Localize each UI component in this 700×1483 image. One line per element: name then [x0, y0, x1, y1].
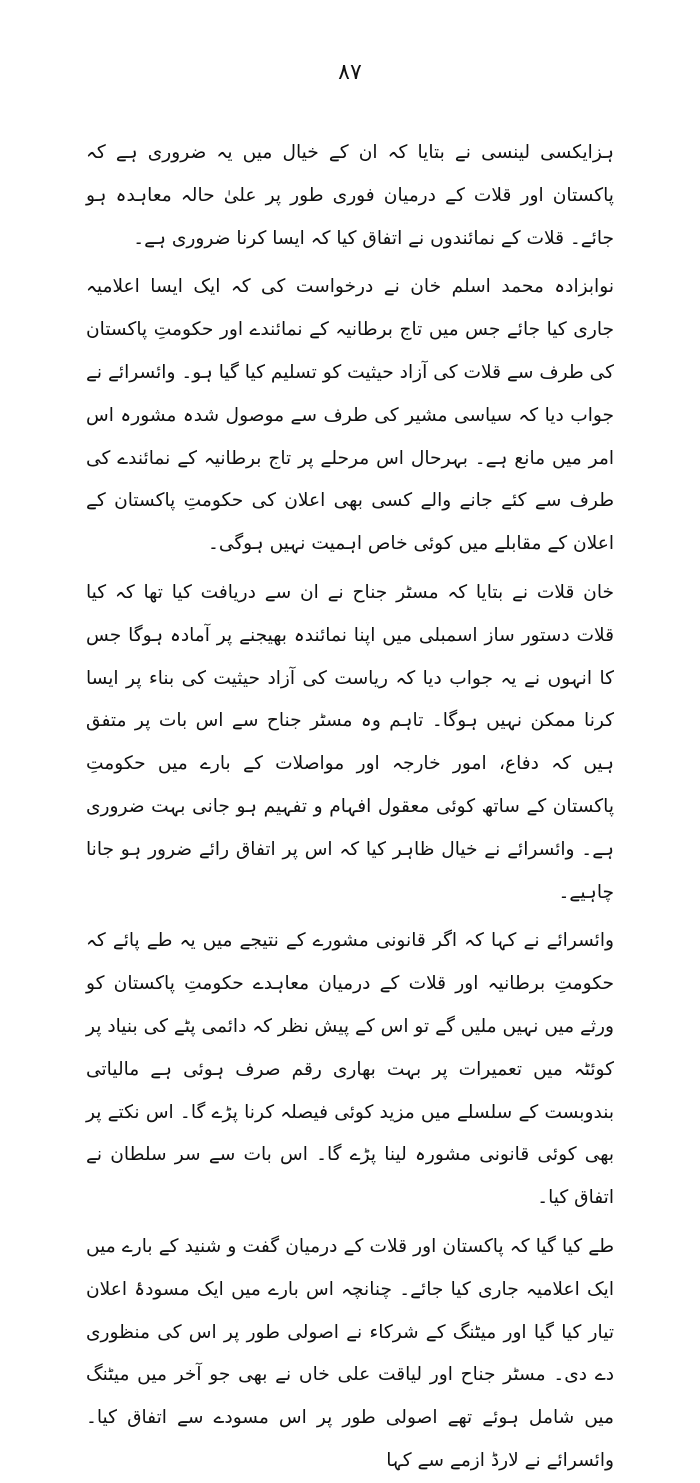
body-text	[86, 132, 614, 1483]
paragraph-5: طے کیا گیا کہ پاکستان اور قلات کے درمیان گفت و شنید کے بارے میں ایک اعلامیہ جاری کیا جائے۔ چنانچہ اس بارے میں ایک مسودۂ اعلان تیار کیا گیا اور میٹنگ کے شرکاء نے اصولی طور پر اس کی منظوری دے دی۔ مسٹر جناح اور لیاقت علی خاں نے بھی جو آخر میں میٹنگ میں شامل ہوئے تھے اصولی طور پر اس مسودے سے اتفاق کیا۔ وائسرائے نے لارڈ ازمے سے کہا	[86, 1235, 614, 1471]
paragraph-2: نوابزادہ محمد اسلم خان نے درخواست کی کہ ایک ایسا اعلامیہ جاری کیا جائے جس میں تاج برطانیہ کے نمائندے اور حکومتِ پاکستان کی طرف سے قلات کی آزاد حیثیت کو تسلیم کیا گیا ہو۔ وائسرائے نے جواب دیا کہ سیاسی مشیر کی طرف سے موصول شدہ مشورہ اس امر میں مانع ہے۔ بہرحال اس مرحلے پر تاج برطانیہ کے نمائندے کی طرف سے کئے جانے والے کسی بھی اعلان کی حکومتِ پاکستان کے اعلان کے مقابلے میں کوئی خاص اہمیت نہیں ہوگی۔	[86, 276, 614, 555]
paragraph-3: خان قلات نے بتایا کہ مسٹر جناح نے ان سے دریافت کیا تھا کہ کیا قلات دستور ساز اسمبلی میں اپنا نمائندہ بھیجنے پر آمادہ ہوگا جس کا انہوں نے یہ جواب دیا کہ ریاست کی آزاد حیثیت کی بناء پر ایسا کرنا ممکن نہیں ہوگا۔ تاہم وہ مسٹر جناح سے اس بات پر متفق ہیں کہ دفاع، امور خارجہ اور مواصلات کے بارے میں حکومتِ پاکستان کے ساتھ کوئی معقول افہام و تفہیم ہو جانی بہت ضروری ہے۔ وائسرائے نے خیال ظاہر کیا کہ اس پر اتفاق رائے ضرور ہو جانا چاہیے۔	[86, 581, 614, 903]
paragraph-4: وائسرائے نے کہا کہ اگر قانونی مشورے کے نتیجے میں یہ طے پائے کہ حکومتِ برطانیہ اور قلات کے درمیان معاہدے حکومتِ پاکستان کو ورثے میں نہیں ملیں گے تو اس کے پیش نظر کہ دائمی پٹے کی بنیاد پر کوئٹہ میں تعمیرات پر بہت بھاری رقم صرف ہوئی ہے مالیاتی بندوبست کے سلسلے میں مزید کوئی فیصلہ کرنا پڑے گا۔ اس نکتے پر بھی کوئی قانونی مشورہ لینا پڑے گا۔ اس بات سے سر سلطان نے اتفاق کیا۔	[86, 930, 614, 1209]
page-number: ۸۷	[338, 60, 362, 85]
paragraph-1: ہزایکسی لینسی نے بتایا کہ ان کے خیال میں یہ ضروری ہے کہ پاکستان اور قلات کے درمیان فوری طور پر علیٰ حالہ معاہدہ ہو جائے۔ قلات کے نمائندوں نے اتفاق کیا کہ ایسا کرنا ضروری ہے۔	[86, 142, 614, 249]
